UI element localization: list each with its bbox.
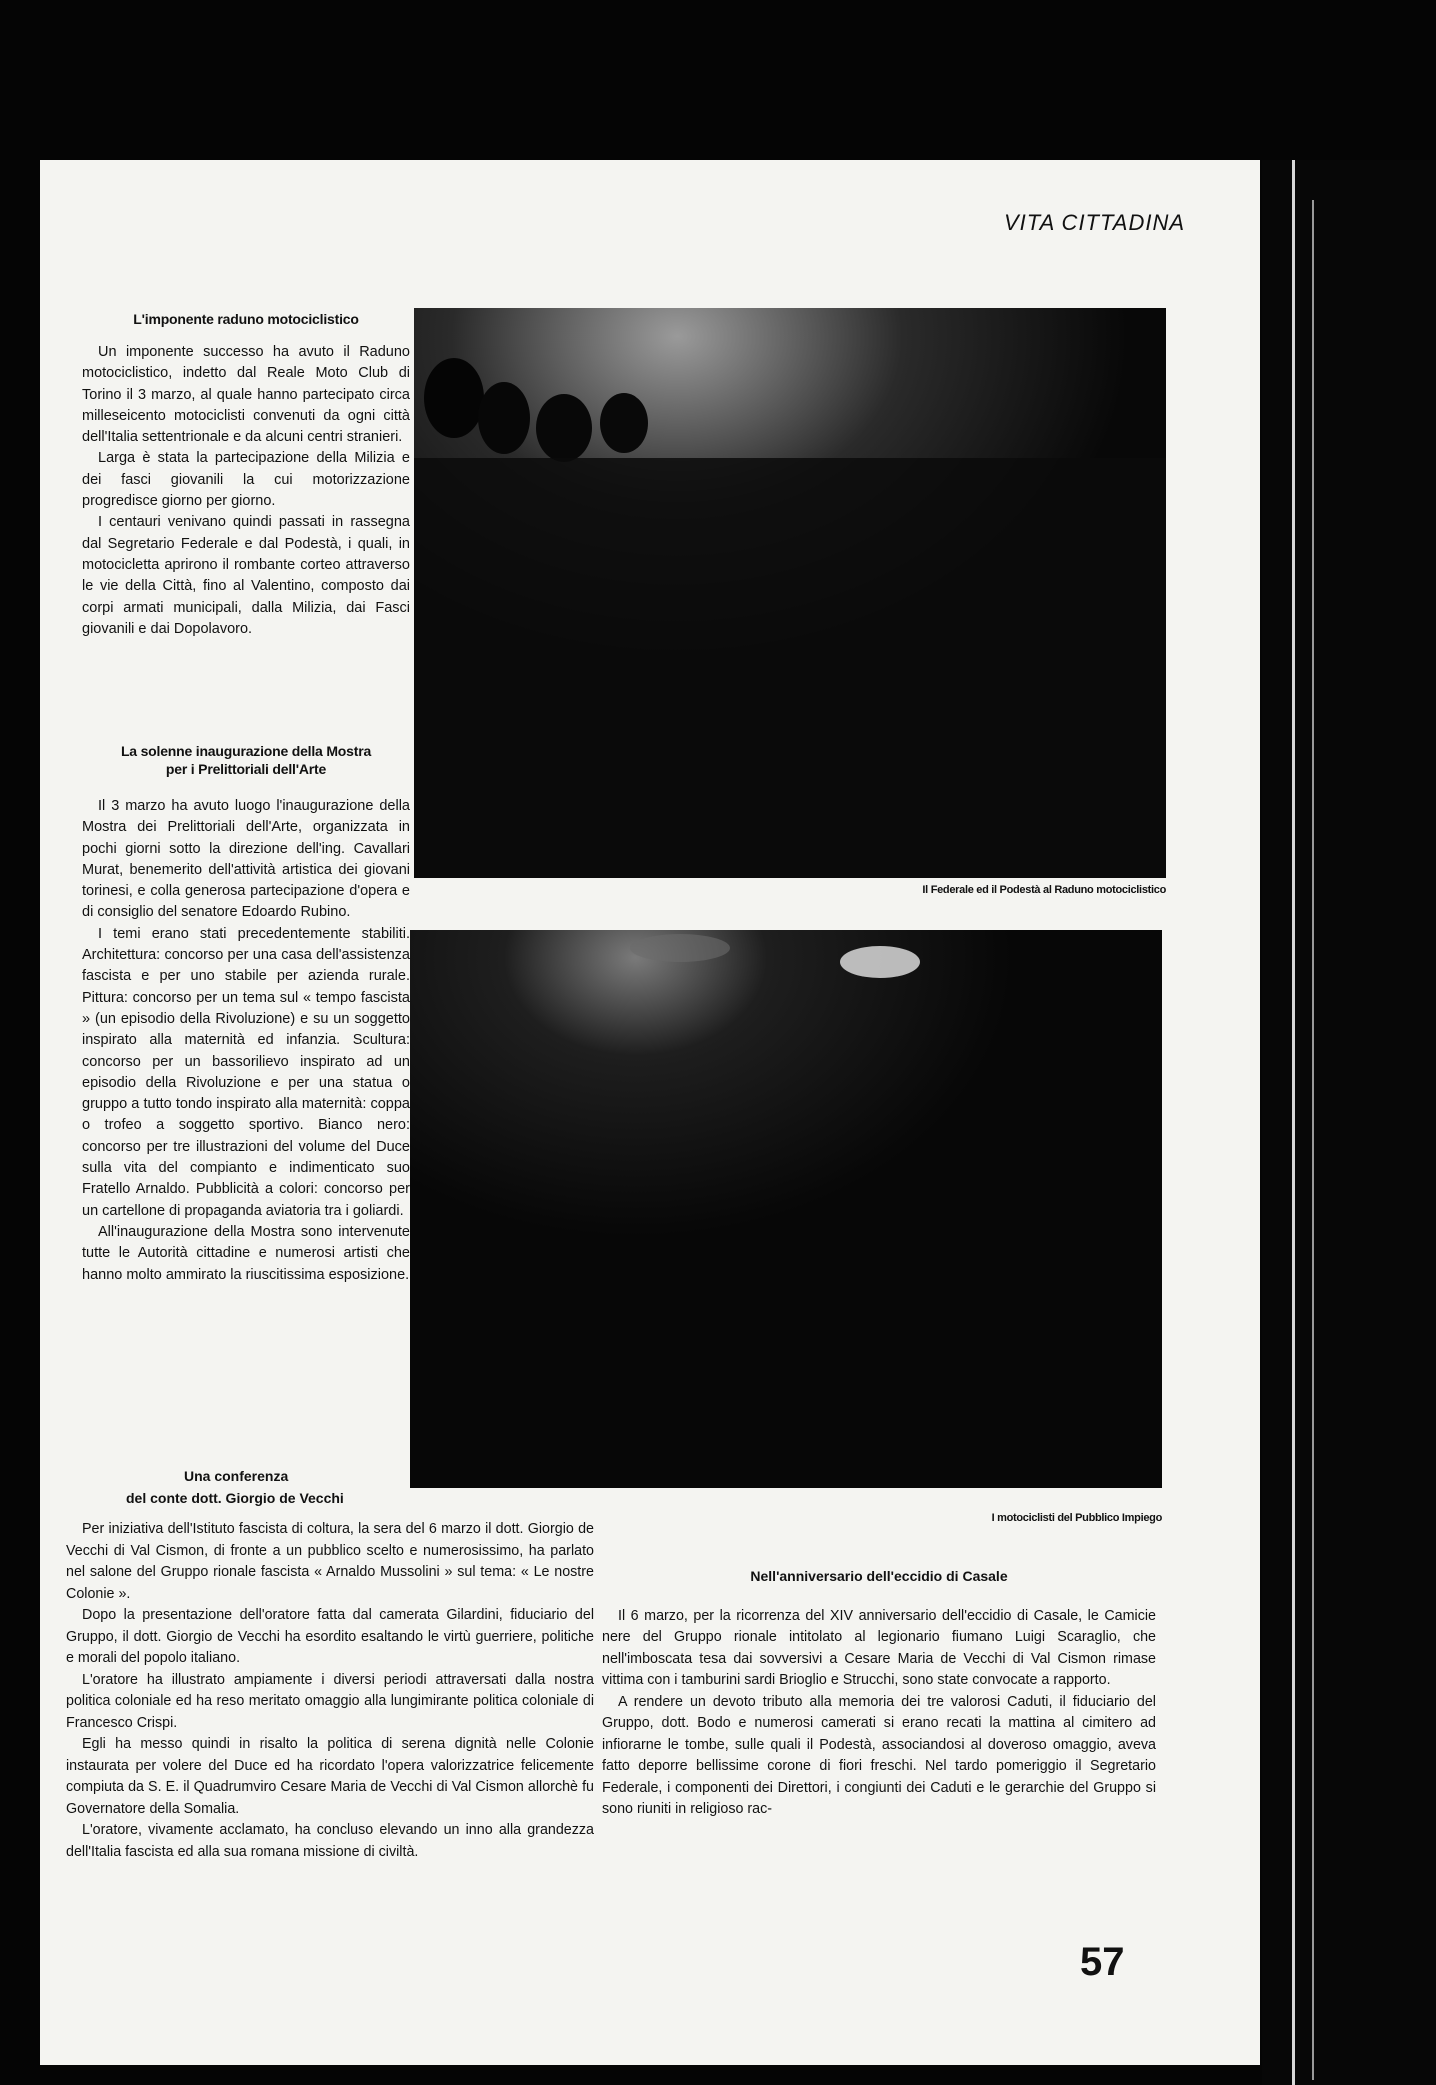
paragraph: Dopo la presentazione dell'oratore fatta dal camerata Gilardini, fiduciario del Gruppo, il dott. Giorgio de Vecchi ha esordito esaltando le virtù guerriere, politiche e morali del popolo italiano. bbox=[66, 1607, 594, 1666]
paragraph: I temi erano stati precedentemente stabiliti. Architettura: concorso per una casa dell'assistenza fascista e per uno stabile per azienda rurale. Pittura: concorso per un tema sul « tempo fascista » (un episodio della Rivoluzione) e su un soggetto inspirato alla maternità ed infanzia. Scultura: concorso per un bassorilievo inspirato ad un episodio della Rivoluzione e per una statua o gruppo a tutto tondo inspirato alla maternità: coppa o trofeo a soggetto sportivo. Bianco nero: concorso per tre illustrazioni del volume del Duce sulla vita del compianto e indimenticato suo Fratello Arnaldo. Pubblicità a colori: concorso per un cartellone di propaganda aviatoria tra i goliardi. bbox=[82, 925, 410, 1219]
paragraph: Il 6 marzo, per la ricorrenza del XIV anniversario dell'eccidio di Casale, le Camicie nere del Gruppo rionale intitolato al legionario fiumano Luigi Scaraglio, che nell'imboscata tesa dai sovversivi a Cesare Maria de Vecchi di Val Cismon rimase vittima con i tamburini sardi Brioglio e Strucchi, sono state convocate a rapporto. bbox=[602, 1607, 1156, 1688]
article-title: Nell'anniversario dell'eccidio di Casale bbox=[750, 1568, 1008, 1584]
photo-image bbox=[414, 308, 1166, 878]
page-number: 57 bbox=[1080, 1940, 1125, 1984]
paragraph: L'oratore ha illustrato ampiamente i diversi periodi attraversati dalla nostra politica coloniale ed ha reso meritato omaggio alla lungimirante politica coloniale di Francesco Crispi. bbox=[66, 1671, 594, 1731]
paragraph: Un imponente successo ha avuto il Raduno motociclistico, indetto dal Reale Moto Club di Torino il 3 marzo, al quale hanno partecipato circa milleseicento motociclisti convenuti da ogni città dell'Italia settentrionale e da alcuni centri stranieri. bbox=[82, 344, 410, 446]
photo-caption: I motociclisti del Pubblico Impiego bbox=[991, 1512, 1162, 1524]
paragraph: Per iniziativa dell'Istituto fascista di coltura, la sera del 6 marzo il dott. Giorgio de Vecchi di Val Cismon, di fronte a un pubblico scelto e numerosissimo, ha parlato nel salone del Gruppo rionale fascista « Arnaldo Mussolini » sul tema: « Le nostre Colonie ». bbox=[66, 1521, 594, 1602]
article-title bbox=[82, 742, 410, 778]
magazine-page bbox=[40, 160, 1260, 2065]
title-line: del conte dott. Giorgio de Vecchi bbox=[126, 1489, 344, 1506]
page-edge-strip bbox=[1262, 160, 1436, 2085]
title-line: La solenne inaugurazione della Mostra bbox=[120, 743, 372, 759]
article-title bbox=[126, 1466, 594, 1509]
title-line: per i Prelittoriali dell'Arte bbox=[165, 761, 327, 777]
section-header: VITA CITTADINA bbox=[1004, 210, 1186, 235]
paragraph: Il 3 marzo ha avuto luogo l'inaugurazione della Mostra dei Prelittoriali dell'Arte, organizzata in pochi giorni sotto la direzione dell'ing. Cavallari Murat, benemerito dell'attività artistica dei giovani torinesi, e colla generosa partecipazione d'opera e di consiglio del senatore Edoardo Rubino. bbox=[82, 798, 410, 921]
paragraph: Larga è stata la partecipazione della Milizia e dei fasci giovanili la cui motorizzazione progredisce giorno per giorno. bbox=[82, 450, 410, 510]
photo-image bbox=[410, 930, 1162, 1488]
photo-caption: Il Federale ed il Podestà al Raduno motociclistico bbox=[922, 884, 1166, 896]
paragraph: Egli ha messo quindi in risalto la politica di serena dignità nelle Colonie instaurata per volere del Duce ed ha ricordato l'opera valorizzatrice felicemente compiuta da S. E. il Quadrumviro Cesare Maria de Vecchi di Val Cismon allorchè fu Governatore della Somalia. bbox=[66, 1736, 594, 1817]
paragraph: L'oratore, vivamente acclamato, ha concluso elevando un inno alla grandezza dell'Italia fascista ed alla sua romana missione di civiltà. bbox=[66, 1822, 594, 1860]
article-title: L'imponente raduno motociclistico bbox=[133, 311, 359, 327]
article-raduno bbox=[82, 310, 410, 640]
photo-federale-podesta bbox=[414, 308, 1166, 878]
paragraph: All'inaugurazione della Mostra sono intervenute tutte le Autorità cittadine e numerosi artisti che hanno molto ammirato la riuscitissima esposizione. bbox=[82, 1223, 410, 1283]
paragraph: I centauri venivano quindi passati in rassegna dal Segretario Federale e dal Podestà, i quali, in motocicletta aprirono il rombante corteo attraverso le vie della Città, fino al Valentino, composto dai corpi armati municipali, dalla Milizia, dai Fasci giovanili e dai Dopolavoro. bbox=[82, 514, 410, 637]
article-conferenza bbox=[66, 1466, 594, 1863]
article-casale bbox=[602, 1566, 1156, 1821]
title-line: Una conferenza bbox=[184, 1468, 289, 1484]
photo-motociclisti bbox=[410, 930, 1162, 1488]
paragraph: A rendere un devoto tributo alla memoria dei tre valorosi Caduti, il fiduciario del Gruppo, dott. Bodo e numerosi camerati si erano recati la mattina al cimitero ad infiorarne le tombe, sulle quali il Podestà, associandosi al doveroso omaggio, aveva fatto deporre bellissime corone di fiori freschi. Nel tardo pomeriggio il Segretario Federale, i componenti dei Direttori, i congiunti dei Caduti e le gerarchie del Gruppo si sono riuniti in religioso rac- bbox=[602, 1693, 1156, 1817]
article-mostra bbox=[82, 742, 410, 1286]
